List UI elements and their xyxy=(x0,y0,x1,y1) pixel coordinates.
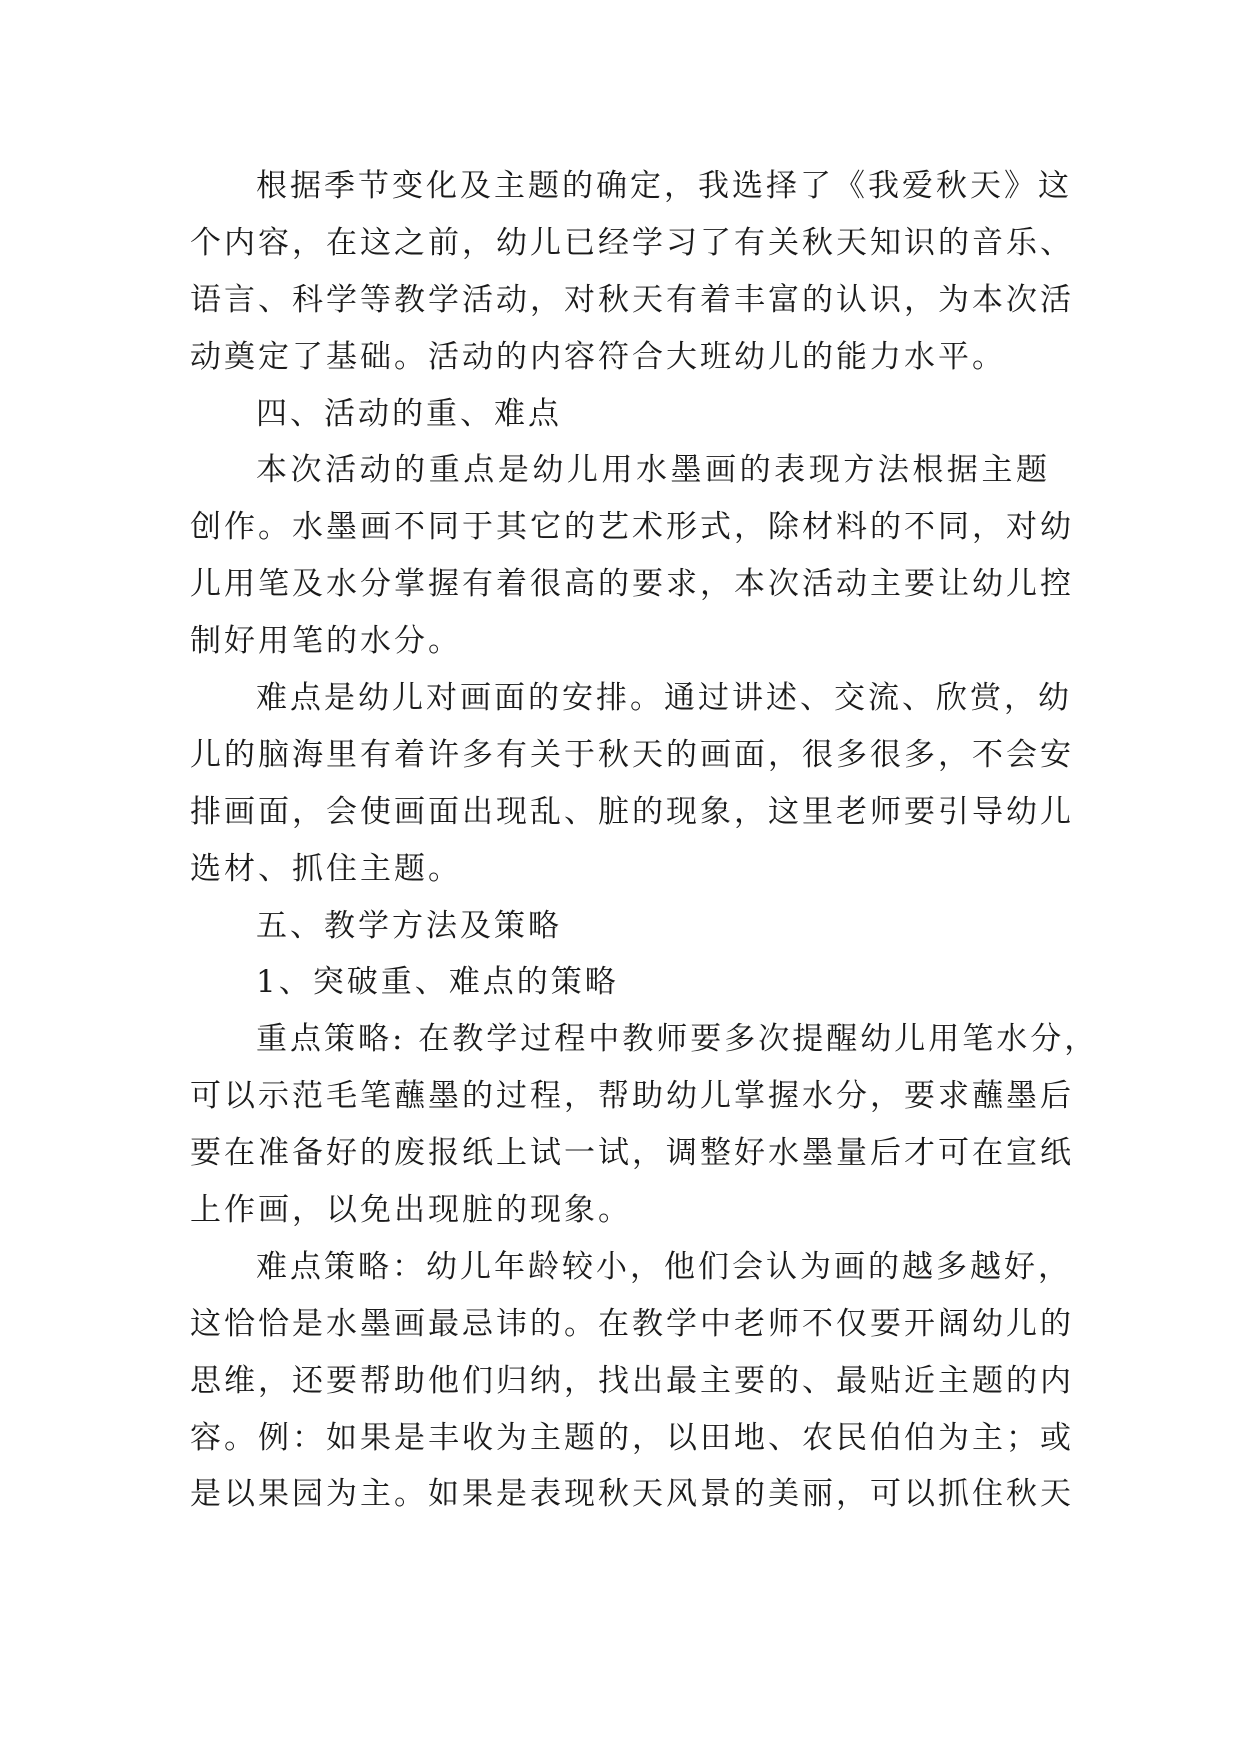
text-line: 五、教学方法及策略 xyxy=(256,907,562,944)
text-line: 根据季节变化及主题的确定，我选择了《我爱秋天》这 xyxy=(256,168,1072,204)
text-line: 制好用笔的水分。 xyxy=(190,623,462,660)
text-line: 容。例：如果是丰收为主题的，以田地、农民伯伯为主；或 xyxy=(190,1419,1074,1456)
text-line: 重点策略: 在教学过程中教师要多次提醒幼儿用笔水分， xyxy=(256,1021,1099,1058)
body-text xyxy=(190,158,1099,1523)
text-line: 难点是幼儿对画面的安排。通过讲述、交流、欣赏，幼 xyxy=(256,680,1072,717)
text-line: 是以果园为主。如果是表现秋天风景的美丽，可以抓住秋天 xyxy=(190,1476,1074,1513)
text-line: 个内容，在这之前，幼儿已经学习了有关秋天知识的音乐、 xyxy=(190,224,1074,261)
text-line: 要在准备好的废报纸上试一试，调整好水墨量后才可在宣纸 xyxy=(190,1135,1074,1172)
text-line: 四、活动的重、难点 xyxy=(256,395,562,432)
text-line: 思维，还要帮助他们归纳，找出最主要的、最贴近主题的内 xyxy=(190,1362,1074,1399)
text-line: 语言、科学等教学活动，对秋天有着丰富的认识，为本次活 xyxy=(190,281,1074,318)
text-line: 儿用笔及水分掌握有着很高的要求，本次活动主要让幼儿控 xyxy=(190,566,1074,603)
text-line: 创作。水墨画不同于其它的艺术形式，除材料的不同，对幼 xyxy=(190,509,1074,546)
text-line: 上作画，以免出现脏的现象。 xyxy=(190,1192,632,1229)
text-line: 本次活动的重点是幼儿用水墨画的表现方法根据主题 xyxy=(256,452,1050,489)
text-line: 儿的脑海里有着许多有关于秋天的画面，很多很多，不会安 xyxy=(190,736,1074,773)
text-line: 可以示范毛笔蘸墨的过程，帮助幼儿掌握水分，要求蘸墨后 xyxy=(190,1078,1074,1115)
text-line: 选材、抓住主题。 xyxy=(190,850,462,887)
text-line: 动奠定了基础。活动的内容符合大班幼儿的能力水平。 xyxy=(190,338,1006,375)
text-line: 排画面，会使画面出现乱、脏的现象，这里老师要引导幼儿 xyxy=(190,793,1074,830)
text-line: 这恰恰是水墨画最忌讳的。在教学中老师不仅要开阔幼儿的 xyxy=(190,1305,1074,1342)
text-line: 1、突破重、难点的策略 xyxy=(256,964,619,1001)
text-line: 难点策略：幼儿年龄较小，他们会认为画的越多越好， xyxy=(256,1248,1072,1285)
